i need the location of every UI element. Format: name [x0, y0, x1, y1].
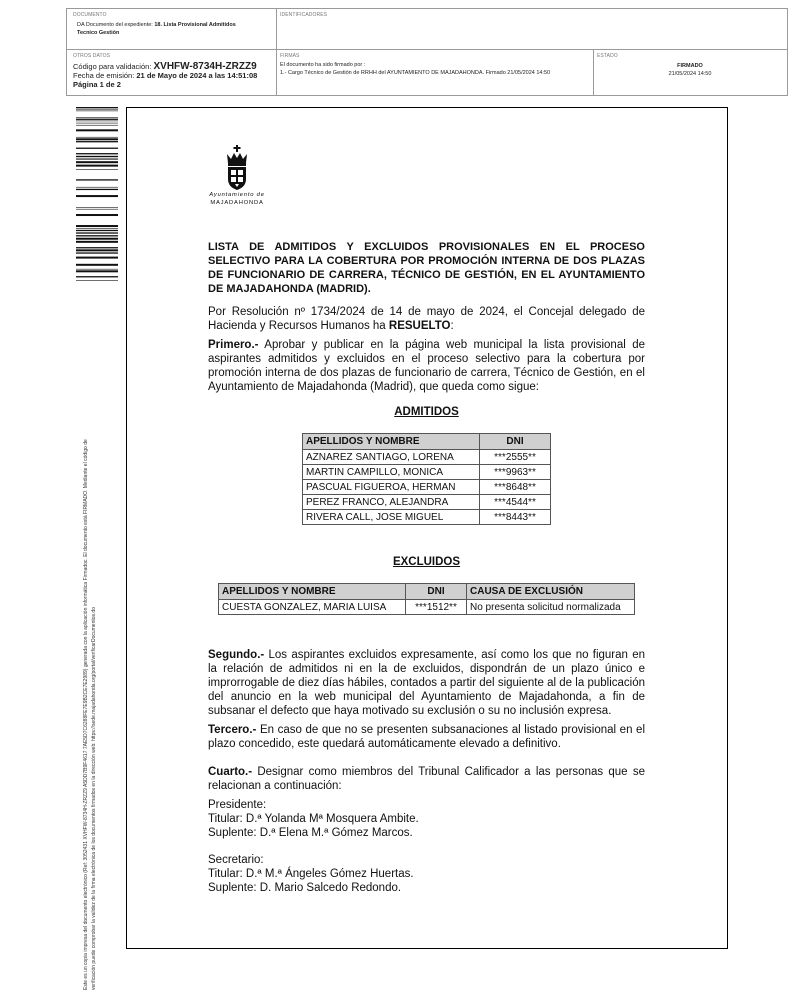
- intro-resuelto: RESUELTO: [388, 320, 451, 332]
- barcode-bar: [76, 232, 118, 233]
- table-row: [219, 600, 635, 615]
- intro-colon: :: [450, 320, 454, 332]
- segundo-paragraph: [208, 648, 645, 718]
- estado-cell: [597, 53, 783, 78]
- barcode-bar: [76, 125, 118, 126]
- otros-datos-cell: [73, 53, 273, 89]
- verification-side-text: [82, 290, 98, 990]
- documento-prefix: DA Documento del expediente:: [77, 22, 153, 28]
- barcode-bar: [76, 276, 118, 277]
- segundo-label: Segundo.-: [208, 649, 265, 661]
- barcode-bar: [76, 109, 118, 110]
- table-header-row: [303, 434, 551, 450]
- secretario-label: Secretario:: [208, 854, 264, 866]
- table-header-row: [219, 584, 635, 600]
- column-header: DNI: [406, 584, 467, 600]
- barcode-bar: [76, 257, 118, 259]
- emision-prefix: Fecha de emisión:: [73, 71, 135, 80]
- name-cell: CUESTA GONZALEZ, MARIA LUISA: [219, 600, 406, 615]
- dni-cell: ***8443**: [480, 510, 551, 525]
- barcode-bar: [76, 119, 118, 120]
- primero-label: Primero.-: [208, 339, 259, 351]
- barcode-bar: [76, 148, 118, 149]
- presidente-titular: Titular: D.ª Yolanda Mª Mosquera Ambite.: [208, 813, 419, 825]
- documento-line2: Tecnico Gestión: [77, 30, 120, 36]
- table-row: [303, 495, 551, 510]
- barcode-bar: [76, 195, 118, 197]
- barcode-bar: [76, 207, 118, 208]
- barcode: [76, 107, 118, 283]
- secretario-titular: Titular: D.ª M.ª Ángeles Gómez Huertas.: [208, 868, 414, 880]
- firmas-line2: 1.- Cargo Técnico de Gestión de RRHH del AYUNTAMIENTO DE MAJADAHONDA. Firmado 21/05/2024 14:50: [280, 70, 551, 76]
- name-cell: AZNAREZ SANTIAGO, LORENA: [303, 450, 480, 465]
- table-row: [303, 480, 551, 495]
- identificadores-label: IDENTIFICADORES: [280, 12, 328, 18]
- dni-cell: ***9963**: [480, 465, 551, 480]
- estado-value: FIRMADO: [677, 63, 703, 69]
- dni-cell: ***2555**: [480, 450, 551, 465]
- cuarto-paragraph: [208, 765, 645, 793]
- admitidos-heading: ADMITIDOS: [394, 406, 459, 418]
- tercero-text: En caso de que no se presenten subsanaciones al listado provisional en el plazo concedido, este quedará automáticamente elevado a definitivo.: [208, 724, 645, 750]
- intro-text: Por Resolución nº 1734/2024 de 14 de mayo de 2024, el Concejal delegado de Hacienda y Recursos Humanos ha: [208, 306, 645, 332]
- secretario-block: [208, 853, 645, 895]
- table-row: [303, 510, 551, 525]
- barcode-bar: [76, 247, 118, 248]
- crown-crest-icon: [223, 145, 251, 191]
- column-header: CAUSA DE EXCLUSIÓN: [467, 584, 635, 600]
- barcode-bar: [76, 156, 118, 157]
- presidente-label: Presidente:: [208, 799, 267, 811]
- barcode-bar: [76, 138, 118, 140]
- dni-cell: ***4544**: [480, 495, 551, 510]
- barcode-bar: [76, 238, 118, 240]
- municipal-logo: [200, 145, 274, 217]
- barcode-bar: [76, 129, 118, 131]
- firmas-line1: El documento ha sido firmado por :: [280, 62, 366, 68]
- logo-line1: Ayuntamiento de: [209, 192, 265, 198]
- barcode-bar: [76, 235, 118, 236]
- barcode-bar: [76, 161, 118, 163]
- dni-cell: ***1512**: [406, 600, 467, 615]
- tercero-label: Tercero.-: [208, 724, 257, 736]
- estado-label: ESTADO: [597, 53, 618, 59]
- excluidos-table: [218, 583, 635, 615]
- firmas-cell: [280, 53, 590, 77]
- barcode-bar: [76, 141, 118, 142]
- firmas-label: FIRMAS: [280, 53, 300, 59]
- emision-value: 21 de Mayo de 2024 a las 14:51:08: [136, 71, 258, 80]
- barcode-bar: [76, 225, 118, 227]
- name-cell: MARTIN CAMPILLO, MONICA: [303, 465, 480, 480]
- barcode-bar: [76, 107, 118, 108]
- barcode-bar: [76, 165, 118, 167]
- admitidos-table: [302, 433, 551, 525]
- name-cell: RIVERA CALL, JOSE MIGUEL: [303, 510, 480, 525]
- documento-value: 18. Lista Provisional Admitidos: [154, 22, 236, 28]
- column-header: APELLIDOS Y NOMBRE: [219, 584, 406, 600]
- verification-line1: Este es un copia impresa del documento electrónico (Ref: 3052431 XVHFW-8734H-ZRZZ9 A5DD7B9F4617 7AE5D7C6288FE7E9B2CE7E2989) generada con la aplicación informática Firmadoc. El documento está FIRMADO. Mediante el código de: [83, 439, 89, 990]
- validation-prefix: Código para validación:: [73, 62, 152, 71]
- cause-cell: No presenta solicitud normalizada: [467, 600, 635, 615]
- verification-line2: verificación puede comprobar la validez de la firma electrónica de los documentos firmados en la dirección web: https://sede.majadahonda.org/portal/verificarDocumentos.do: [91, 607, 97, 990]
- barcode-bar: [76, 158, 118, 159]
- segundo-text: Los aspirantes excluidos expresamente, así como los que no figuran en la relación de admitidos ni en la de excluidos, dispondrán de un plazo único e improrrogable de diez días hábiles, contados a partir del siguiente al de la publicación del anuncio en la web municipal del Ayuntamiento de Majadahonda, a fin de subsanar el defecto que haya motivado su exclusión o su no inclusión expresa.: [208, 649, 645, 717]
- signature-header: [66, 8, 788, 96]
- name-cell: PEREZ FRANCO, ALEJANDRA: [303, 495, 480, 510]
- barcode-bar: [76, 169, 118, 170]
- barcode-bar: [76, 280, 118, 281]
- cuarto-text: Designar como miembros del Tribunal Calificador a las personas que se relacionan a continuación:: [208, 766, 645, 792]
- barcode-bar: [76, 209, 118, 210]
- validation-code: XVHFW-8734H-ZRZZ9: [153, 61, 257, 72]
- column-header: APELLIDOS Y NOMBRE: [303, 434, 480, 450]
- barcode-bar: [76, 249, 118, 251]
- cuarto-label: Cuarto.-: [208, 766, 253, 778]
- document-title: LISTA DE ADMITIDOS Y EXCLUIDOS PROVISIONALES EN EL PROCESO SELECTIVO PARA LA COBERTURA POR PROMOCIÓN INTERNA DE DOS PLAZAS DE FUNCIONARIO DE CARRERA, TÉCNICO DE GESTIÓN, EN EL AYUNTAMIENTO DE MAJADAHONDA (MADRID).: [208, 241, 645, 295]
- barcode-bar: [76, 137, 118, 138]
- barcode-bar: [76, 269, 118, 270]
- name-cell: PASCUAL FIGUEROA, HERMAN: [303, 480, 480, 495]
- tercero-paragraph: [208, 723, 645, 751]
- table-row: [303, 465, 551, 480]
- dni-cell: ***8648**: [480, 480, 551, 495]
- barcode-bar: [76, 187, 118, 188]
- barcode-bar: [76, 123, 118, 124]
- documento-label: DOCUMENTO: [73, 12, 107, 18]
- barcode-bar: [76, 270, 118, 272]
- estado-date: 21/05/2024 14:50: [668, 71, 712, 77]
- secretario-suplente: Suplente: D. Mario Salcedo Redondo.: [208, 882, 402, 894]
- barcode-bar: [76, 153, 118, 154]
- documento-cell: [73, 12, 273, 37]
- barcode-bar: [76, 179, 118, 180]
- barcode-bar: [76, 121, 118, 122]
- page-number: Página 1 de 2: [73, 80, 121, 89]
- table-row: [303, 450, 551, 465]
- otros-datos-label: OTROS DATOS: [73, 53, 111, 59]
- barcode-bar: [76, 111, 118, 112]
- barcode-bar: [76, 159, 118, 160]
- excluidos-heading: EXCLUIDOS: [392, 556, 461, 568]
- barcode-bar: [76, 189, 118, 190]
- barcode-bar: [76, 228, 118, 229]
- primero-text: Aprobar y publicar en la página web municipal la lista provisional de aspirantes admitidos y excluidos en el proceso selectivo para la cobertura por promoción interna de dos plazas de funcionario de carrera, Técnico de Gestión, en el Ayuntamiento de Majadahonda (Madrid), que queda como sigue:: [208, 339, 645, 393]
- column-header: DNI: [480, 434, 551, 450]
- barcode-bar: [76, 264, 118, 266]
- intro-paragraph: [208, 305, 645, 333]
- logo-line2: MAJADAHONDA: [210, 200, 264, 206]
- barcode-bar: [76, 252, 118, 253]
- barcode-bar: [76, 214, 118, 216]
- identificadores-cell: [280, 12, 327, 18]
- presidente-block: [208, 798, 645, 840]
- barcode-bar: [76, 230, 118, 231]
- presidente-suplente: Suplente: D.ª Elena M.ª Gómez Marcos.: [208, 827, 413, 839]
- barcode-bar: [76, 241, 118, 243]
- barcode-bar: [76, 117, 118, 118]
- primero-paragraph: [208, 338, 645, 394]
